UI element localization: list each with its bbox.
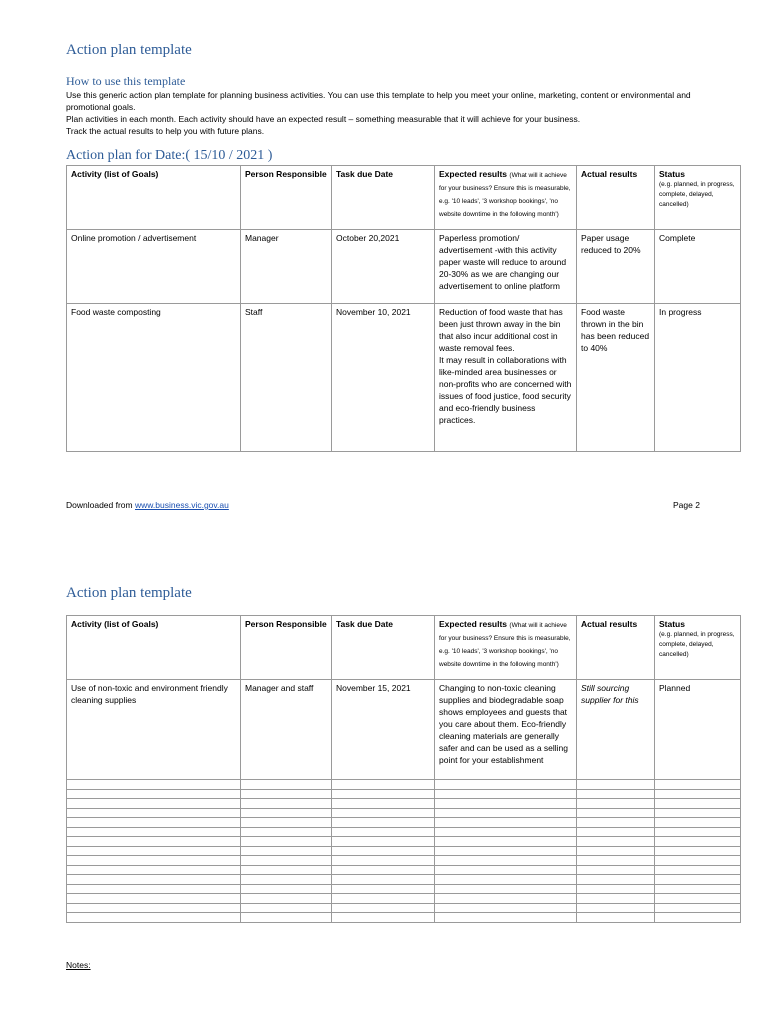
- header-activity: Activity (list of Goals): [67, 616, 241, 680]
- header-due-date: Task due Date: [332, 166, 435, 230]
- header-status: Status (e.g. planned, in progress, complete, delayed, cancelled): [655, 616, 741, 680]
- empty-row: [67, 818, 741, 828]
- page-title: Action plan template: [66, 42, 192, 58]
- date-heading: Action plan for Date:( 15/10 / 2021 ): [66, 148, 273, 163]
- header-activity: Activity (list of Goals): [67, 166, 241, 230]
- cell-person: Manager: [241, 230, 332, 304]
- header-actual: Actual results: [577, 166, 655, 230]
- cell-status: Complete: [655, 230, 741, 304]
- empty-row: [67, 884, 741, 894]
- header-actual: Actual results: [577, 616, 655, 680]
- intro-paragraph: Track the actual results to help you with future plans.: [66, 126, 265, 136]
- intro-paragraph: Use this generic action plan template for planning business activities. You can use this template to help you meet your online, marketing, content or environmental and promotional goals.: [66, 90, 691, 112]
- cell-actual: Food waste thrown in the bin has been reduced to 40%: [577, 304, 655, 452]
- header-expected-note: (What will it achieve for your business? Ensure this is measurable, e.g. '10 leads', '3 workshop bookings', 'no website downtime in the following month'): [439, 622, 571, 668]
- action-plan-table: [66, 165, 741, 452]
- header-due-date: Task due Date: [332, 616, 435, 680]
- source-link[interactable]: www.business.vic.gov.au: [134, 500, 229, 510]
- table-row: [67, 680, 741, 780]
- empty-row: [67, 875, 741, 885]
- howto-heading: How to use this template: [66, 74, 186, 88]
- header-status-note: (e.g. planned, in progress, complete, delayed, cancelled): [659, 631, 735, 658]
- cell-status: In progress: [655, 304, 741, 452]
- empty-row: [67, 856, 741, 866]
- empty-row: [67, 789, 741, 799]
- table-row: [67, 304, 741, 452]
- cell-person: Staff: [241, 304, 332, 452]
- header-person: Person Responsible: [241, 166, 332, 230]
- cell-status: Planned: [655, 680, 741, 780]
- notes-label: Notes:: [66, 960, 91, 970]
- intro-paragraph: Plan activities in each month. Each activity should have an expected result – something measurable that it will achieve for your business.: [66, 114, 581, 124]
- header-expected-note: (What will it achieve for your business? Ensure this is measurable, e.g. '10 leads', '3 workshop bookings', 'no website downtime in the following month'): [439, 172, 571, 218]
- header-person: Person Responsible: [241, 616, 332, 680]
- empty-row: [67, 837, 741, 847]
- empty-row: [67, 799, 741, 809]
- page-number: Page 2: [673, 500, 700, 510]
- cell-expected-extra: It may result in collaborations with like-minded area businesses or non-profits who are concerned with issues of food justice, food security and eco-friendly business practices.: [439, 355, 572, 425]
- cell-due-date: October 20,2021: [332, 230, 435, 304]
- cell-expected: Paperless promotion/ advertisement -with this activity paper waste will reduce to around 20-30% as we are changing our advertisement to online platform: [435, 230, 577, 304]
- table-row: [67, 230, 741, 304]
- empty-row: [67, 827, 741, 837]
- table-header-row: [67, 166, 741, 230]
- header-expected: Expected results (What will it achieve for your business? Ensure this is measurable, e.g. '10 leads', '3 workshop bookings', 'no website downtime in the following month'): [435, 166, 577, 230]
- empty-row: [67, 780, 741, 790]
- cell-expected: [435, 304, 577, 452]
- header-status-note: (e.g. planned, in progress, complete, delayed, cancelled): [659, 181, 735, 208]
- empty-row: [67, 903, 741, 913]
- empty-row: [67, 913, 741, 923]
- header-status: Status (e.g. planned, in progress, complete, delayed, cancelled): [655, 166, 741, 230]
- cell-expected: Changing to non-toxic cleaning supplies and biodegradable soap shows employees and guests that you care about them. Eco-friendly cleaning materials are generally safer and can be used as a selling point for your establishment: [435, 680, 577, 780]
- cell-activity: Food waste composting: [67, 304, 241, 452]
- cell-actual: Paper usage reduced to 20%: [577, 230, 655, 304]
- cell-activity: Use of non-toxic and environment friendly cleaning supplies: [67, 680, 241, 780]
- intro-text: [66, 89, 706, 137]
- cell-activity: Online promotion / advertisement: [67, 230, 241, 304]
- cell-expected-text: Reduction of food waste that has been just thrown away in the bin that also incur additional cost in waste removal fees.: [439, 307, 563, 353]
- empty-row: [67, 808, 741, 818]
- empty-row: [67, 894, 741, 904]
- cell-due-date: November 10, 2021: [332, 304, 435, 452]
- cell-due-date: November 15, 2021: [332, 680, 435, 780]
- cell-actual: Still sourcing supplier for this: [577, 680, 655, 780]
- table-header-row: [67, 616, 741, 680]
- header-expected: Expected results (What will it achieve for your business? Ensure this is measurable, e.g. '10 leads', '3 workshop bookings', 'no website downtime in the following month'): [435, 616, 577, 680]
- action-plan-table: [66, 615, 741, 923]
- empty-row: [67, 846, 741, 856]
- footer-source: Downloaded from www.business.vic.gov.au: [66, 500, 229, 510]
- cell-person: Manager and staff: [241, 680, 332, 780]
- page-title: Action plan template: [66, 585, 192, 601]
- empty-row: [67, 865, 741, 875]
